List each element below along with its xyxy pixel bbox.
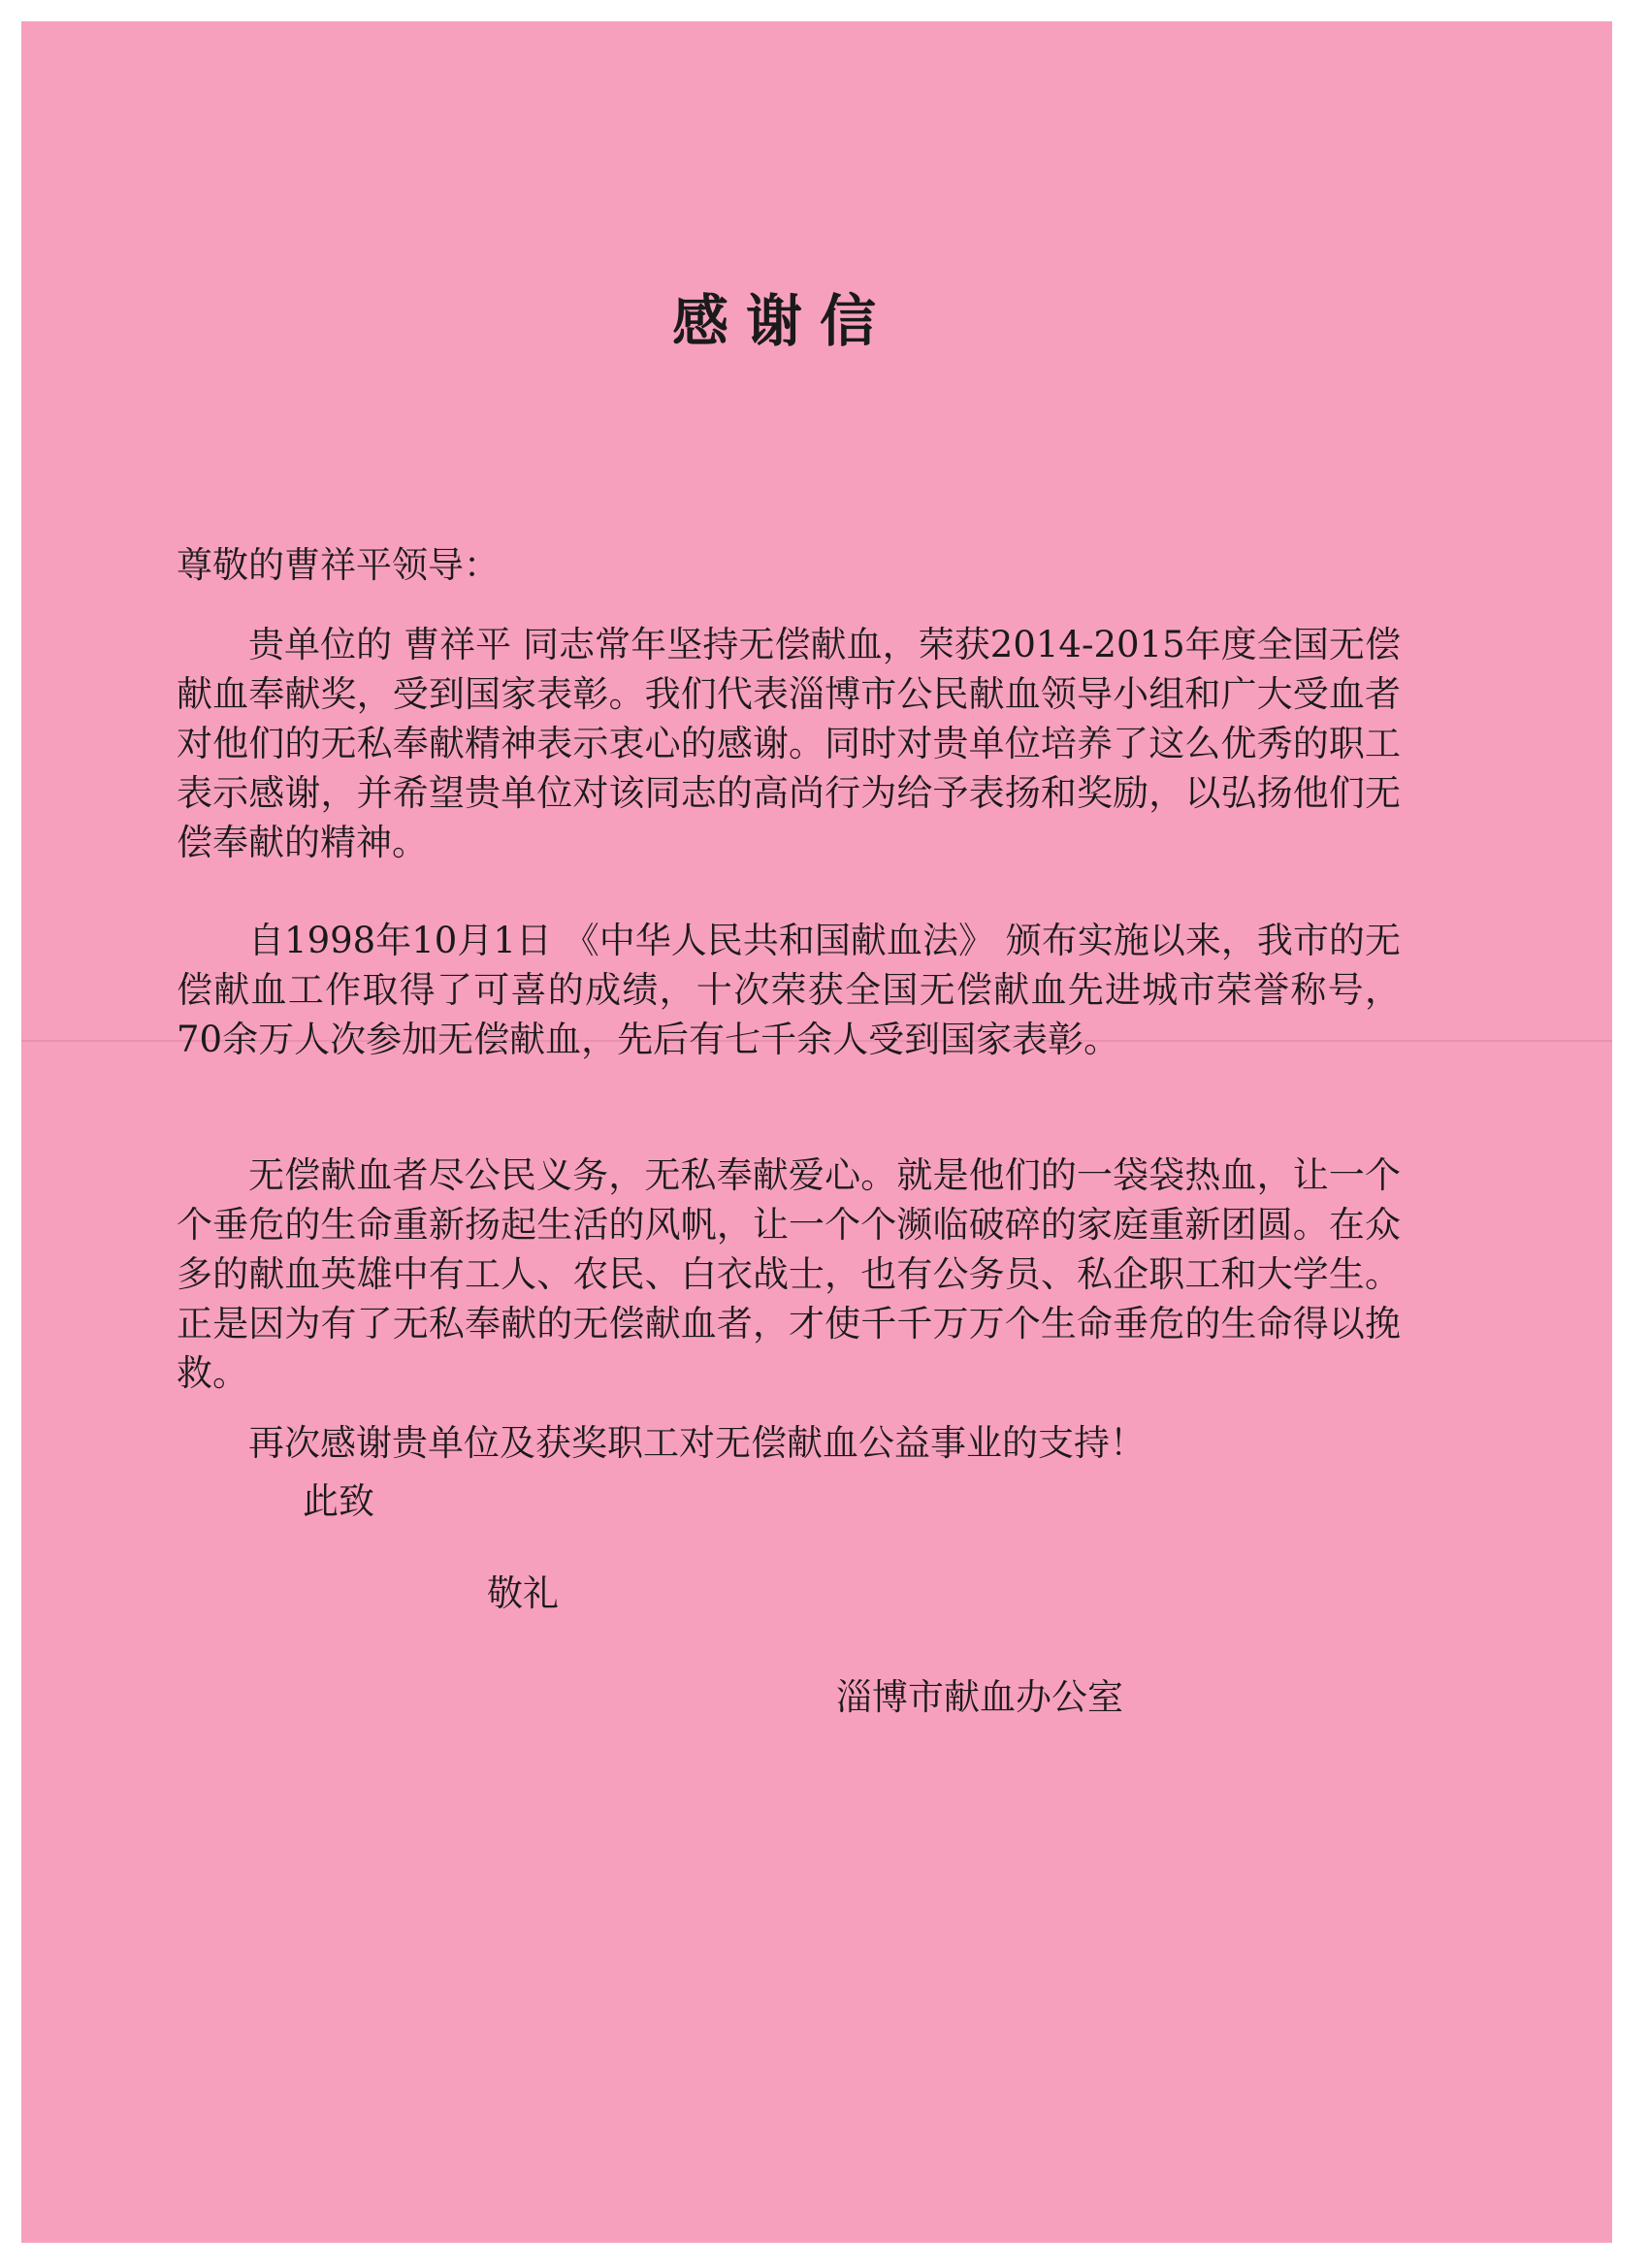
paragraph-award: 贵单位的 曹祥平 同志常年坚持无偿献血，荣获2014-2015年度全国无偿献血奉献奖，受到国家表彰。我们代表淄博市公民献血领导小组和广大受血者对他们的无私奉献精神表示衷心的感谢。同时对贵单位培养了这么优秀的职工表示感谢，并希望贵单位对该同志的高尚行为给予表扬和奖励，以弘扬他们无偿奉献的精神。 — [177, 624, 1401, 863]
signature-office: 淄博市献血办公室 — [836, 1676, 1123, 1718]
closing-greeting: 此致 — [303, 1480, 374, 1522]
paragraph-donors: 无偿献血者尽公民义务，无私奉献爱心。就是他们的一袋袋热血，让一个个垂危的生命重新扬起生活的风帆，让一个个濒临破碎的家庭重新团圆。在众多的献血英雄中有工人、农民、白衣战士，也有公务员、私企职工和大学生。正是因为有了无私奉献的无偿献血者，才使千千万万个生命垂危的生命得以挽救。 — [177, 1154, 1401, 1394]
letter-title: 感谢信 — [671, 288, 893, 354]
closing-salute: 敬礼 — [487, 1572, 559, 1614]
salutation: 尊敬的曹祥平领导： — [177, 544, 500, 586]
letter-sheet — [21, 21, 1612, 2243]
paragraph-history: 自1998年10月1日 《中华人民共和国献血法》 颁布实施以来，我市的无偿献血工作取得了可喜的成绩，十次荣获全国无偿献血先进城市荣誉称号，70余万人次参加无偿献血，先后有七千余人受到国家表彰。 — [177, 920, 1401, 1060]
paragraph-thanks: 再次感谢贵单位及获奖职工对无偿献血公益事业的支持！ — [248, 1422, 1146, 1464]
